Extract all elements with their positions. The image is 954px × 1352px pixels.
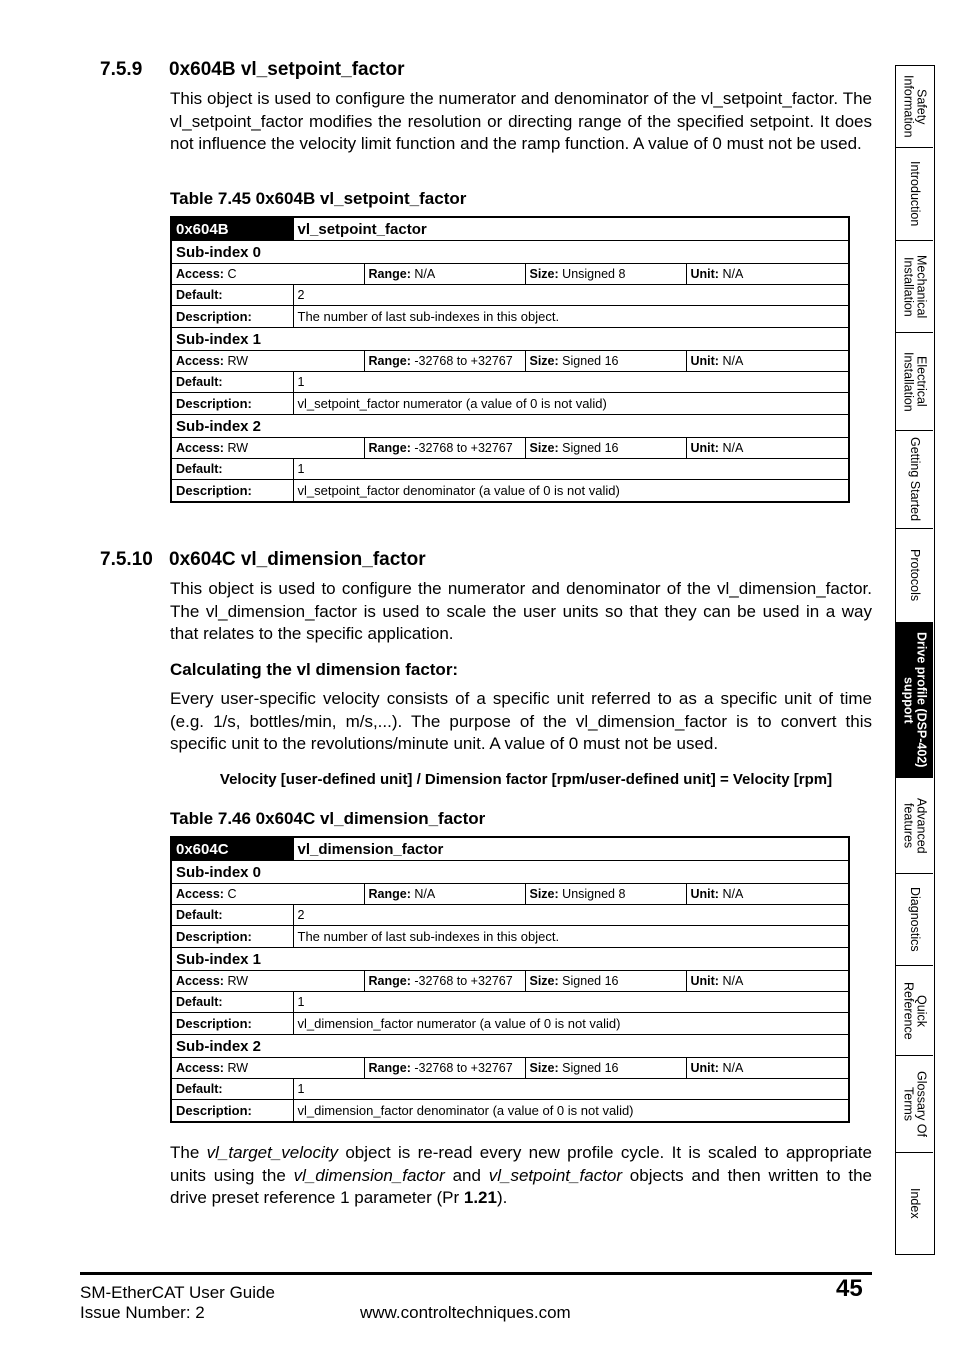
subindex-description-row	[171, 1100, 849, 1123]
default-label: Default:	[171, 905, 293, 926]
unit-cell	[686, 884, 849, 905]
website-link[interactable]: www.controltechniques.com	[360, 1303, 571, 1322]
subindex-heading: Sub-index 1	[171, 328, 849, 351]
unit-value: N/A	[722, 887, 744, 901]
size-cell	[525, 1058, 686, 1079]
range-cell	[364, 351, 525, 372]
subindex-description-row	[171, 926, 849, 948]
access-label: Access:	[176, 1061, 224, 1075]
section-paragraph: This object is used to configure the numerator and denominator of the vl_dimension_factor. The vl_dimension_factor is used to scale the user units so that they can be used in a way that relates to the specific application.	[170, 579, 872, 643]
object-index: 0x604C	[171, 837, 293, 861]
description-value: vl_dimension_factor numerator (a value of 0 is not valid)	[293, 1013, 849, 1035]
guide-title: SM-EtherCAT User Guide	[80, 1283, 275, 1302]
chapter-tab-introduction[interactable]	[896, 148, 933, 241]
size-label: Size:	[529, 354, 559, 368]
description-label: Description:	[171, 1013, 293, 1035]
subindex-heading-row	[171, 241, 849, 264]
description-value: vl_setpoint_factor denominator (a value of 0 is not valid)	[293, 480, 849, 503]
chapter-tab-label: Electrical Installation	[901, 351, 929, 412]
size-cell	[525, 884, 686, 905]
subindex-default-row	[171, 992, 849, 1013]
chapter-tab-diagnostics[interactable]	[896, 874, 933, 966]
subindex-heading: Sub-index 0	[171, 861, 849, 884]
size-value: Signed 16	[562, 1061, 619, 1075]
chapter-tab-label: Index	[908, 1187, 922, 1219]
description-value: The number of last sub-indexes in this object.	[293, 306, 849, 328]
subindex-default-row	[171, 459, 849, 480]
table-header-row	[171, 837, 849, 861]
range-label: Range:	[368, 887, 411, 901]
subindex-description-row	[171, 480, 849, 503]
subindex-description-row	[171, 1013, 849, 1035]
chapter-tab-label: Safety Information	[901, 75, 929, 138]
object-table-0x604c	[170, 836, 850, 1123]
size-cell	[525, 351, 686, 372]
closing-paragraph: The vl_target_velocity object is re-read every new profile cycle. It is scaled to appropriate units using the vl_dimension_factor and vl_setpoint_factor objects and then written to the drive preset reference 1 parameter (Pr 1.21).	[170, 1143, 872, 1207]
size-label: Size:	[529, 974, 559, 988]
size-label: Size:	[529, 441, 559, 455]
access-cell	[171, 438, 364, 459]
access-cell	[171, 884, 364, 905]
range-value: -32768 to +32767	[414, 974, 513, 988]
range-label: Range:	[368, 354, 411, 368]
chapter-tab-index[interactable]	[896, 1153, 933, 1253]
unit-cell	[686, 1058, 849, 1079]
chapter-tab-label: Advanced features	[901, 797, 929, 854]
access-cell	[171, 351, 364, 372]
chapter-tab-advanced-features[interactable]	[896, 778, 933, 874]
default-value: 1	[293, 372, 849, 393]
formula: Velocity [user-defined unit] / Dimension factor [rpm/user-defined unit] = Velocity [rpm]	[219, 771, 833, 788]
unit-cell	[686, 971, 849, 992]
unit-label: Unit:	[690, 1061, 719, 1075]
subindex-default-row	[171, 285, 849, 306]
subindex-heading-row	[171, 415, 849, 438]
size-cell	[525, 438, 686, 459]
subindex-properties-row	[171, 1058, 849, 1079]
subindex-description-row	[171, 393, 849, 415]
section-paragraph: This object is used to configure the numerator and denominator of the vl_setpoint_factor. The vl_setpoint_factor modifies the resolution or directing range of the specified setpoint. It does not influence the velocity limit function and the ramp function. A value of 0 must not be used.	[170, 89, 872, 153]
unit-cell	[686, 438, 849, 459]
range-value: -32768 to +32767	[414, 1061, 513, 1075]
chapter-tab-quick-reference[interactable]	[896, 966, 933, 1056]
subindex-heading-row	[171, 328, 849, 351]
range-label: Range:	[368, 974, 411, 988]
calc-heading: Calculating the vl dimension factor:	[170, 660, 459, 679]
access-cell	[171, 971, 364, 992]
chapter-tab-mechanical-installation[interactable]	[896, 241, 933, 333]
table-caption: Table 7.45 0x604B vl_setpoint_factor	[170, 189, 467, 208]
subindex-heading: Sub-index 2	[171, 1035, 849, 1058]
range-label: Range:	[368, 267, 411, 281]
chapter-tab-label: Drive profile (DSP-402) support	[901, 632, 929, 768]
subindex-heading-row	[171, 948, 849, 971]
access-value: RW	[227, 441, 249, 455]
default-value: 2	[293, 285, 849, 306]
range-cell	[364, 971, 525, 992]
object-table-0x604b	[170, 216, 850, 503]
size-value: Unsigned 8	[562, 887, 626, 901]
table-header-row	[171, 217, 849, 241]
size-cell	[525, 264, 686, 285]
default-value: 2	[293, 905, 849, 926]
access-value: C	[227, 267, 237, 281]
subindex-heading-row	[171, 1035, 849, 1058]
chapter-tab-getting-started[interactable]	[896, 431, 933, 529]
issue-number: Issue Number: 2	[80, 1303, 205, 1322]
access-label: Access:	[176, 354, 224, 368]
object-index: 0x604B	[171, 217, 293, 241]
size-label: Size:	[529, 267, 559, 281]
range-label: Range:	[368, 1061, 411, 1075]
chapter-tab-drive-profile-dsp-402-support[interactable]	[896, 623, 933, 778]
description-value: vl_setpoint_factor numerator (a value of 0 is not valid)	[293, 393, 849, 415]
unit-label: Unit:	[690, 887, 719, 901]
unit-value: N/A	[722, 267, 744, 281]
range-value: -32768 to +32767	[414, 354, 513, 368]
description-label: Description:	[171, 1100, 293, 1123]
size-label: Size:	[529, 1061, 559, 1075]
default-value: 1	[293, 992, 849, 1013]
chapter-tab-label: Getting Started	[908, 437, 922, 522]
subindex-default-row	[171, 905, 849, 926]
size-cell	[525, 971, 686, 992]
object-name: vl_dimension_factor	[293, 837, 849, 861]
access-label: Access:	[176, 974, 224, 988]
chapter-tab-label: Quick Reference	[901, 981, 929, 1040]
range-cell	[364, 884, 525, 905]
chapter-tab-electrical-installation[interactable]	[896, 333, 933, 431]
subindex-properties-row	[171, 971, 849, 992]
range-cell	[364, 438, 525, 459]
unit-label: Unit:	[690, 441, 719, 455]
subindex-properties-row	[171, 438, 849, 459]
chapter-tab-label: Introduction	[908, 161, 922, 227]
description-label: Description:	[171, 306, 293, 328]
default-label: Default:	[171, 285, 293, 306]
description-label: Description:	[171, 926, 293, 948]
access-value: C	[227, 887, 237, 901]
subindex-heading: Sub-index 1	[171, 948, 849, 971]
table-caption: Table 7.46 0x604C vl_dimension_factor	[170, 809, 486, 828]
access-value: RW	[227, 354, 249, 368]
access-label: Access:	[176, 441, 224, 455]
description-label: Description:	[171, 480, 293, 503]
size-value: Signed 16	[562, 974, 619, 988]
chapter-tabs	[895, 65, 935, 1255]
subindex-default-row	[171, 372, 849, 393]
subindex-heading: Sub-index 0	[171, 241, 849, 264]
chapter-tab-label: Glossary Of Terms	[901, 1071, 929, 1137]
subindex-description-row	[171, 306, 849, 328]
default-label: Default:	[171, 1079, 293, 1100]
default-label: Default:	[171, 372, 293, 393]
default-label: Default:	[171, 459, 293, 480]
access-label: Access:	[176, 887, 224, 901]
chapter-tab-protocols[interactable]	[896, 529, 933, 623]
unit-label: Unit:	[690, 267, 719, 281]
description-value: vl_dimension_factor denominator (a value of 0 is not valid)	[293, 1100, 849, 1123]
chapter-tab-glossary-of-terms[interactable]	[896, 1056, 933, 1153]
size-label: Size:	[529, 887, 559, 901]
range-value: N/A	[414, 267, 436, 281]
subindex-properties-row	[171, 884, 849, 905]
access-cell	[171, 264, 364, 285]
default-value: 1	[293, 459, 849, 480]
object-name: vl_setpoint_factor	[293, 217, 849, 241]
unit-cell	[686, 351, 849, 372]
size-value: Unsigned 8	[562, 267, 626, 281]
access-value: RW	[227, 1061, 249, 1075]
subindex-heading-row	[171, 861, 849, 884]
unit-label: Unit:	[690, 354, 719, 368]
subindex-heading: Sub-index 2	[171, 415, 849, 438]
unit-cell	[686, 264, 849, 285]
default-label: Default:	[171, 992, 293, 1013]
chapter-tab-label: Mechanical Installation	[901, 254, 929, 319]
range-value: -32768 to +32767	[414, 441, 513, 455]
range-label: Range:	[368, 441, 411, 455]
description-label: Description:	[171, 393, 293, 415]
range-cell	[364, 264, 525, 285]
subindex-properties-row	[171, 264, 849, 285]
access-cell	[171, 1058, 364, 1079]
unit-value: N/A	[722, 354, 744, 368]
calc-paragraph: Every user-specific velocity consists of a specific unit referred to as a specific unit of time (e.g. 1/s, bottles/min, m/s,...). The purpose of the vl_dimension_factor is to convert this specific unit to the revolutions/minute unit. A value of 0 must not be used.	[170, 689, 872, 753]
range-value: N/A	[414, 887, 436, 901]
page-number: 45	[836, 1275, 863, 1302]
range-cell	[364, 1058, 525, 1079]
access-value: RW	[227, 974, 249, 988]
size-value: Signed 16	[562, 441, 619, 455]
section-heading-7-5-10: 7.5.10 0x604C vl_dimension_factor	[100, 549, 426, 570]
subindex-default-row	[171, 1079, 849, 1100]
section-heading-7-5-9: 7.5.9 0x604B vl_setpoint_factor	[100, 59, 405, 80]
unit-value: N/A	[722, 441, 744, 455]
chapter-tab-label: Protocols	[908, 549, 922, 602]
unit-label: Unit:	[690, 974, 719, 988]
unit-value: N/A	[722, 974, 744, 988]
subindex-properties-row	[171, 351, 849, 372]
unit-value: N/A	[722, 1061, 744, 1075]
description-value: The number of last sub-indexes in this object.	[293, 926, 849, 948]
size-value: Signed 16	[562, 354, 619, 368]
access-label: Access:	[176, 267, 224, 281]
footer-rule	[80, 1272, 872, 1275]
chapter-tab-safety-information[interactable]	[896, 66, 933, 148]
default-value: 1	[293, 1079, 849, 1100]
chapter-tab-label: Diagnostics	[908, 887, 922, 952]
